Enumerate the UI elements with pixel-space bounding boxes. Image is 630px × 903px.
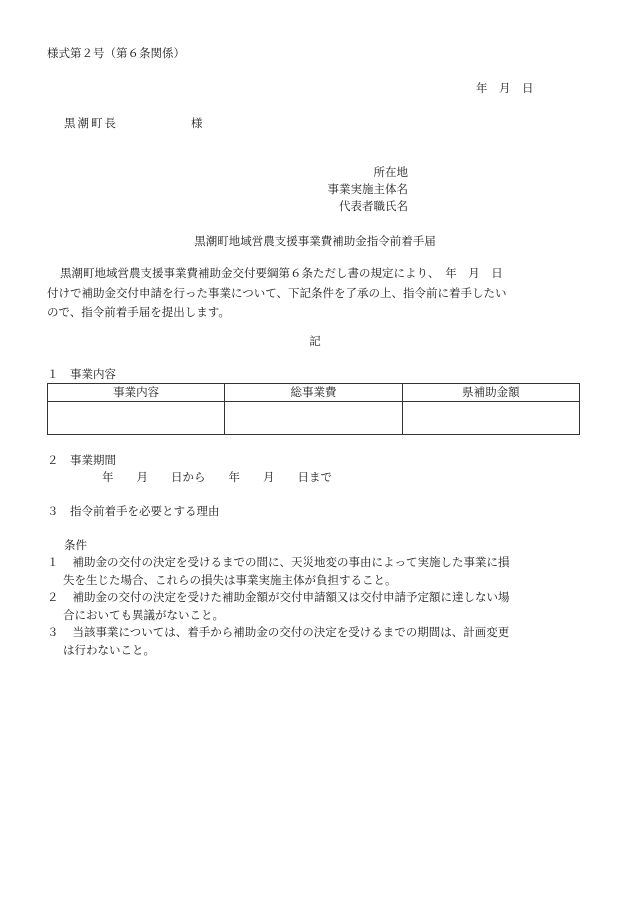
business-content-cell[interactable] bbox=[48, 402, 225, 435]
ki-heading: 記 bbox=[309, 334, 321, 348]
body-paragraph bbox=[47, 264, 587, 323]
col-total-cost: 総事業費 bbox=[225, 384, 402, 402]
col-prefecture-subsidy: 県補助金額 bbox=[402, 384, 579, 402]
condition-number: ３ bbox=[47, 625, 59, 639]
body-line-3: ので、指令前着手届を提出します。 bbox=[47, 305, 230, 319]
body-line-1: 黒潮町地域営農支援事業費補助金交付要綱第６条ただし書の規定により、 年 月 日 bbox=[60, 266, 503, 280]
form-number-label: 様式第２号（第６条関係） bbox=[47, 46, 185, 60]
table-header-row bbox=[48, 384, 580, 402]
section3-heading: ３ 指令前着手を必要とする理由 bbox=[47, 504, 220, 518]
addressee-honorific: 様 bbox=[191, 116, 203, 130]
total-cost-cell[interactable] bbox=[225, 402, 402, 435]
col-business-content: 事業内容 bbox=[48, 384, 225, 402]
condition-text-line2: は行わないこと。 bbox=[63, 643, 155, 657]
entity-name-label: 事業実施主体名 bbox=[327, 182, 408, 196]
representative-label: 代表者職氏名 bbox=[339, 199, 408, 213]
condition-number: １ bbox=[47, 555, 59, 569]
condition-text-line1: 補助金の交付の決定を受けた補助金額が交付申請額又は交付申請予定額に達しない場 bbox=[72, 590, 510, 604]
conditions-heading: 条件 bbox=[64, 538, 87, 552]
business-period: 年 月 日から 年 月 日まで bbox=[102, 470, 332, 484]
document-title: 黒潮町地域営農支援事業費補助金指令前着手届 bbox=[194, 234, 436, 248]
section2-heading: ２ 事業期間 bbox=[47, 453, 116, 467]
condition-number: ２ bbox=[47, 590, 59, 604]
condition-item-1 bbox=[47, 553, 592, 589]
prefecture-subsidy-cell[interactable] bbox=[402, 402, 579, 435]
condition-item-2 bbox=[47, 588, 592, 624]
condition-text-line1: 当該事業については、着手から補助金の交付の決定を受けるまでの期間は、計画変更 bbox=[72, 625, 510, 639]
addressee-name: 黒潮町長 bbox=[64, 116, 118, 130]
address-label: 所在地 bbox=[373, 165, 408, 179]
submission-date: 年 月 日 bbox=[476, 81, 534, 95]
business-content-table bbox=[47, 383, 580, 435]
table-row bbox=[48, 402, 580, 435]
section1-heading: １ 事業内容 bbox=[47, 367, 116, 381]
condition-text-line1: 補助金の交付の決定を受けるまでの間に、天災地変の事由によって実施した事業に損 bbox=[72, 555, 510, 569]
condition-text-line2: 合においても異議がないこと。 bbox=[63, 608, 224, 622]
body-line-2: 付けで補助金交付申請を行った事業について、下記条件を了承の上、指令前に着手したい bbox=[47, 285, 507, 300]
condition-item-3 bbox=[47, 623, 592, 659]
condition-text-line2: 失を生じた場合、これらの損失は事業実施主体が負担すること。 bbox=[63, 573, 397, 587]
